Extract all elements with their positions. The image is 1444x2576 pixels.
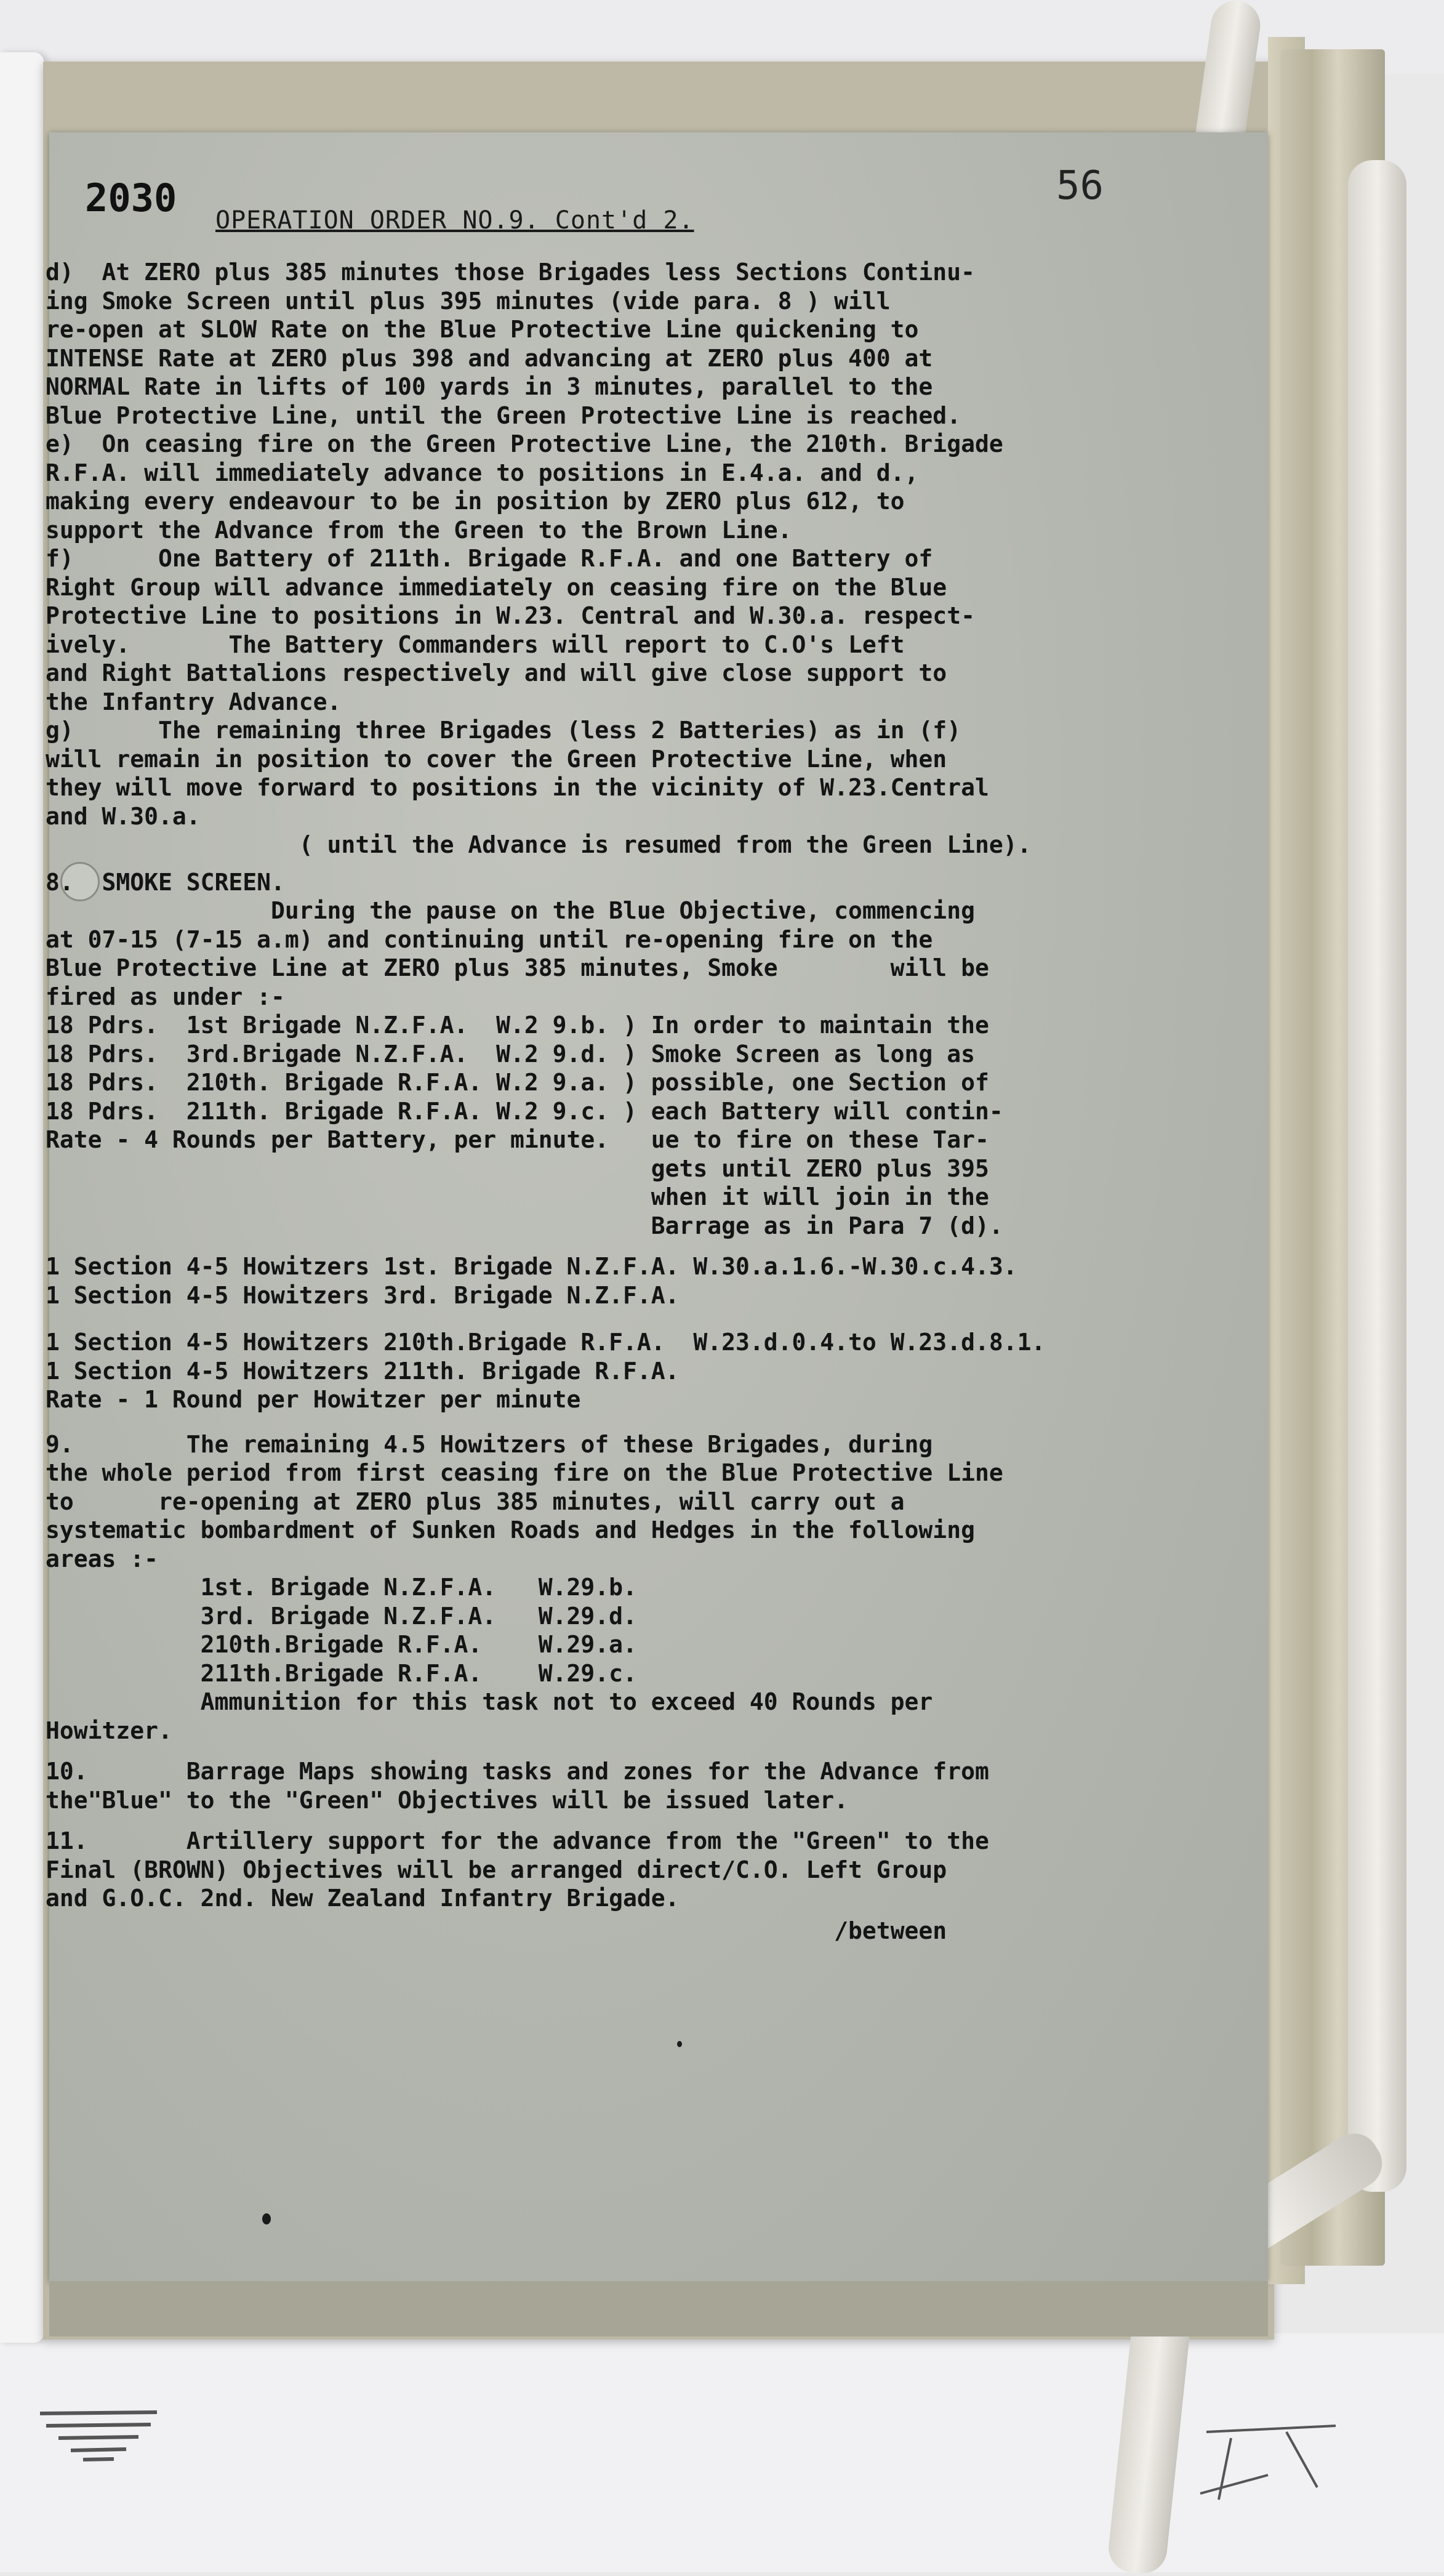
text-line: e) On ceasing fire on the Green Protective Line, the 210th. Brigade: [46, 430, 1003, 457]
text-line: 9. The remaining 4.5 Howitzers of these Brigades, during: [46, 1430, 933, 1458]
text-line: 8. SMOKE SCREEN.: [46, 868, 285, 896]
text-line: 18 Pdrs. 1st Brigade N.Z.F.A. W.2 9.b. ) In order to maintain the: [46, 1012, 989, 1039]
text-line: 3rd. Brigade N.Z.F.A. W.29.d.: [46, 1602, 637, 1630]
text-line: Barrage as in Para 7 (d).: [46, 1212, 1003, 1239]
text-line: NORMAL Rate in lifts of 100 yards in 3 minutes, parallel to the: [46, 373, 933, 400]
text-line: Blue Protective Line at ZERO plus 385 minutes, Smoke will be: [46, 954, 989, 981]
text-line: f) One Battery of 211th. Brigade R.F.A. and one Battery of: [46, 545, 933, 572]
folio-number: 56: [1056, 163, 1104, 209]
text-line: at 07-15 (7-15 a.m) and continuing until re-opening fire on the: [46, 925, 933, 953]
text-line: the Infantry Advance.: [46, 688, 342, 715]
text-line: Rate - 4 Rounds per Battery, per minute. ue to fire on these Tar-: [46, 1126, 989, 1153]
text-line: the"Blue" to the "Green" Objectives will be issued later.: [46, 1786, 849, 1814]
pencil-sketch: [1194, 2413, 1348, 2506]
text-line: 1 Section 4-5 Howitzers 211th. Brigade R.F.A.: [46, 1357, 680, 1385]
text-line: 18 Pdrs. 3rd.Brigade N.Z.F.A. W.2 9.d. ) Smoke Screen as long as: [46, 1040, 975, 1068]
text-line: and W.30.a.: [46, 802, 201, 830]
text-line: 1 Section 4-5 Howitzers 1st. Brigade N.Z.F.A. W.30.a.1.6.-W.30.c.4.3.: [46, 1253, 1017, 1280]
text-line: 1 Section 4-5 Howitzers 210th.Brigade R.F.A. W.23.d.0.4.to W.23.d.8.1.: [46, 1329, 1046, 1356]
text-line: fired as under :-: [46, 983, 285, 1010]
binding-string: [1348, 160, 1406, 2192]
pencil-scribble: [34, 2401, 169, 2469]
text-line: 1st. Brigade N.Z.F.A. W.29.b.: [46, 1574, 637, 1601]
adjacent-page-edge: [0, 52, 46, 2343]
text-line: During the pause on the Blue Objective, commencing: [46, 897, 975, 924]
text-line: Blue Protective Line, until the Green Protective Line is reached.: [46, 401, 961, 429]
text-line: 11. Artillery support for the advance from the "Green" to the: [46, 1827, 989, 1854]
text-line: will remain in position to cover the Green Protective Line, when: [46, 745, 947, 773]
document-title: OPERATION ORDER NO.9. Cont'd 2.: [215, 206, 694, 235]
text-line: ing Smoke Screen until plus 395 minutes (vide para. 8 ) will: [46, 287, 891, 315]
page-fold-edge: [49, 2281, 1268, 2337]
document-page: [46, 132, 1268, 2281]
text-line: Protective Line to positions in W.23. Central and W.30.a. respect-: [46, 602, 975, 629]
text-line: gets until ZERO plus 395: [46, 1154, 989, 1182]
text-line: systematic bombardment of Sunken Roads and Hedges in the following: [46, 1516, 975, 1544]
text-line: Right Group will advance immediately on ceasing fire on the Blue: [46, 573, 947, 601]
text-line: Final (BROWN) Objectives will be arranged direct/C.O. Left Group: [46, 1856, 947, 1883]
text-line: g) The remaining three Brigades (less 2 Batteries) as in (f): [46, 717, 961, 744]
text-line: making every endeavour to be in position by ZERO plus 612, to: [46, 488, 905, 515]
text-line: INTENSE Rate at ZERO plus 398 and advancing at ZERO plus 400 at: [46, 344, 933, 372]
text-line: 210th.Brigade R.F.A. W.29.a.: [46, 1631, 637, 1658]
ink-spot: [262, 2213, 271, 2224]
text-line: 211th.Brigade R.F.A. W.29.c.: [46, 1659, 637, 1687]
text-line: support the Advance from the Green to the Brown Line.: [46, 516, 792, 544]
text-line: Rate - 1 Round per Howitzer per minute: [46, 1386, 581, 1413]
text-line: ively. The Battery Commanders will report to C.O's Left: [46, 630, 905, 658]
text-line: Howitzer.: [46, 1717, 172, 1744]
text-line: areas :-: [46, 1545, 159, 1572]
text-line: 18 Pdrs. 210th. Brigade R.F.A. W.2 9.a. ) possible, one Section of: [46, 1069, 989, 1096]
text-line: 18 Pdrs. 211th. Brigade R.F.A. W.2 9.c. ) each Battery will contin-: [46, 1097, 1003, 1125]
text-line: to re-opening at ZERO plus 385 minutes, will carry out a: [46, 1487, 905, 1515]
text-line: Ammunition for this task not to exceed 40 Rounds per: [46, 1688, 933, 1715]
text-line: /between: [46, 1917, 947, 1944]
text-line: ( until the Advance is resumed from the Green Line).: [46, 831, 1032, 858]
text-line: d) At ZERO plus 385 minutes those Brigades less Sections Continu-: [46, 259, 975, 286]
text-line: when it will join in the: [46, 1183, 989, 1210]
text-line: and G.O.C. 2nd. New Zealand Infantry Brigade.: [46, 1885, 680, 1912]
text-line: R.F.A. will immediately advance to positions in E.4.a. and d.,: [46, 459, 919, 486]
text-line: re-open at SLOW Rate on the Blue Protective Line quickening to: [46, 316, 919, 343]
text-line: the whole period from first ceasing fire on the Blue Protective Line: [46, 1459, 1003, 1486]
page-number: 2030: [85, 175, 177, 220]
text-line: 1 Section 4-5 Howitzers 3rd. Brigade N.Z.F.A.: [46, 1281, 680, 1309]
text-line: and Right Battalions respectively and will give close support to: [46, 659, 947, 686]
text-line: 10. Barrage Maps showing tasks and zones for the Advance from: [46, 1758, 989, 1785]
text-line: they will move forward to positions in the vicinity of W.23.Central: [46, 774, 989, 801]
ink-spot: [677, 2041, 682, 2047]
